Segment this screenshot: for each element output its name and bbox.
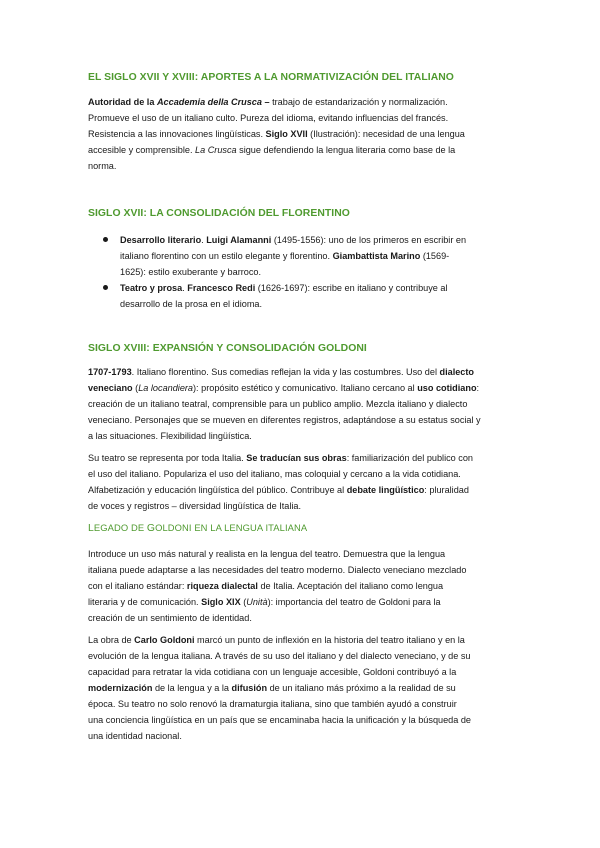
bullet-icon xyxy=(103,285,108,290)
text-line: Autoridad de la Accademia della Crusca – trabajo de estandarización y normalización. xyxy=(88,97,448,107)
subsection-heading-legado: LEGADO DE GOLDONI EN LA LENGUA ITALIANA xyxy=(88,522,308,534)
bullet-list xyxy=(88,232,516,312)
list-item: Desarrollo literario. Luigi Alamanni (1495-1556): uno de los primeros en escribir en italiano florentino con un estilo elegante y florentino. Giambattista Marino (1569- 1625): estilo exuberante y barroco. xyxy=(88,232,516,280)
bullet-icon xyxy=(103,237,108,242)
paragraph-goldoni-intro: 1707-1793. Italiano florentino. Sus comedias reflejan la vida y las costumbres. Uso del dialecto veneciano (La locandiera): propósito estético y comunicativo. Italiano cercano al uso cotidiano: creación de un italiano teatral, comprensible para un publico amplio. Mezcla italiano y dialecto veneciano. Personajes que se mueven en diferentes registros, adaptándose a su estatus social y a las situaciones. Flexibilidad lingüística. xyxy=(88,367,481,441)
paragraph-legado: Introduce un uso más natural y realista en la lengua del teatro. Demuestra que la lengua italiana puede adaptarse a las necesidades del teatro moderno. Dialecto veneciano mezclado con el italiano estándar: riqueza dialectal de Italia. Aceptación del italiano como lengua literaria y de comunicación. Siglo XIX (Unità): importancia del teatro de Goldoni para la creación de un sentimiento de identidad. xyxy=(88,549,467,623)
section-heading-florentino: SIGLO XVII: LA CONSOLIDACIÓN DEL FLORENTINO xyxy=(88,208,350,219)
text-line: accesible y comprensible. La Crusca sigue defendiendo la lengua literaria como base de la xyxy=(88,145,456,155)
text-line: Resistencia a las innovaciones lingüísticas. Siglo XVII (Ilustración): necesidad de una lengua xyxy=(88,129,465,139)
list-item: Teatro y prosa. Francesco Redi (1626-1697): escribe en italiano y contribuye al desarrollo de la prosa en el idioma. xyxy=(88,280,516,312)
paragraph-goldoni-teatro: Su teatro se representa por toda Italia. Se traducían sus obras: familiarización del publico con el uso del italiano. Populariza el uso del italiano, mas coloquial y cercano a la vida cotidiana. Alfabetización y educación lingüística del público. Contribuye al debate lingüístico: pluralidad de voces y registros – diversidad lingüística de Italia. xyxy=(88,453,473,511)
section-heading-goldoni: SIGLO XVIII: EXPANSIÓN Y CONSOLIDACIÓN GOLDONI xyxy=(88,343,367,354)
paragraph-conclusion: La obra de Carlo Goldoni marcó un punto de inflexión en la historia del teatro italiano y en la evolución de la lengua italiana. A través de su uso del italiano y del dialecto veneciano, y de su capacidad para retratar la vida cotidiana con un lenguaje accesible, Goldoni contribuyó a la modernización de la lengua y a la difusión de un italiano más próximo a la realidad de su época. Su teatro no solo renovó la dramaturgia italiana, sino que también ayudó a construir una conciencia lingüística en un país que se encaminaba hacia la unificación y la búsqueda de una identidad nacional. xyxy=(88,635,472,741)
text-line: Promueve el uso de un italiano culto. Pureza del idioma, evitando influencias del francés. xyxy=(88,113,449,123)
section-heading-normativizacion: EL SIGLO XVII Y XVIII: APORTES A LA NORMATIVIZACIÓN DEL ITALIANO xyxy=(88,72,454,83)
text-line: norma. xyxy=(88,161,117,171)
paragraph-crusca xyxy=(88,94,516,174)
